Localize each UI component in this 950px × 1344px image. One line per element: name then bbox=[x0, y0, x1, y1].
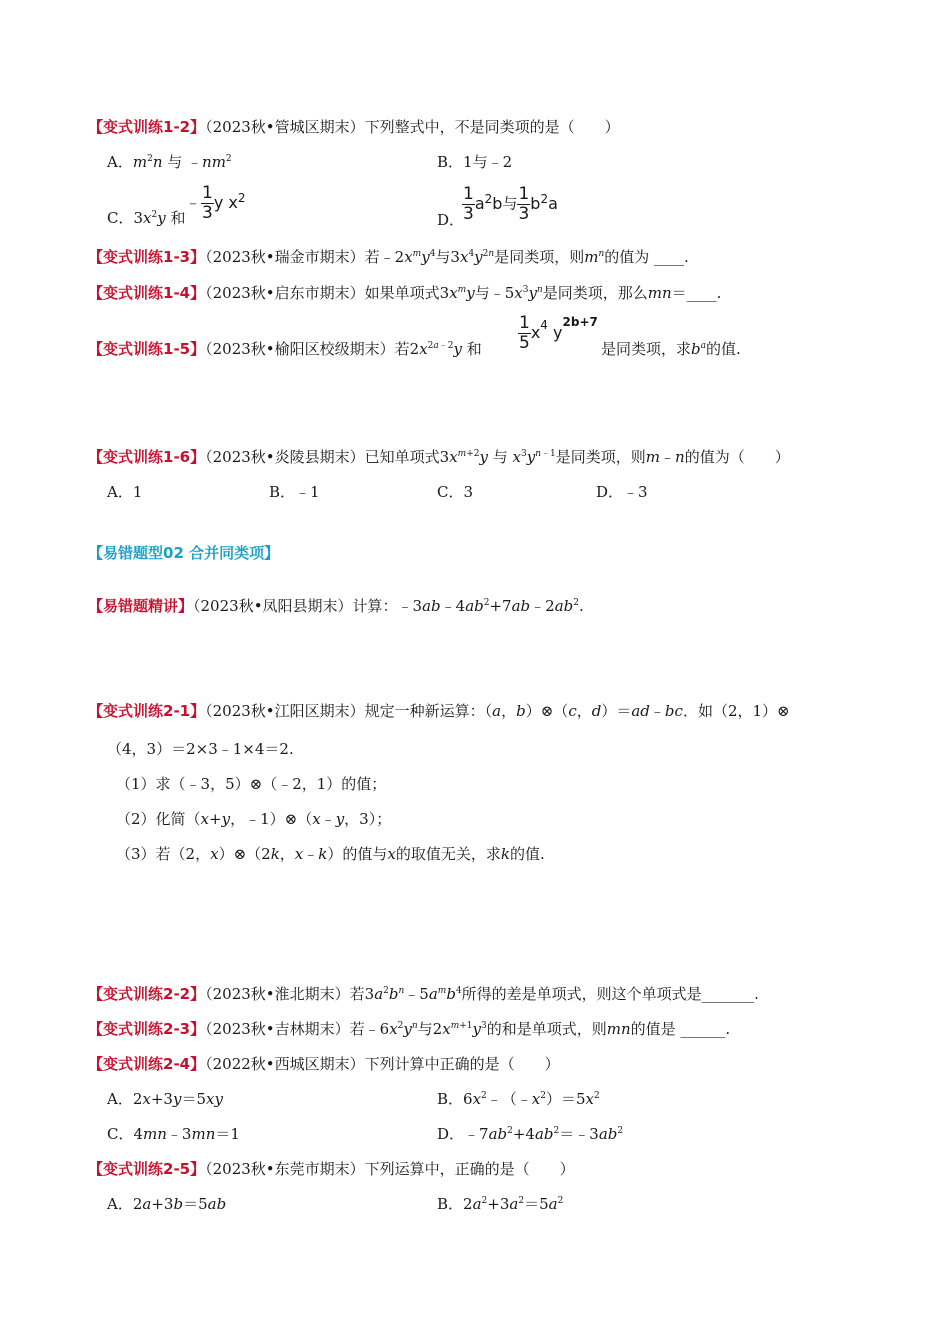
option-c: C．3 bbox=[437, 483, 474, 501]
question-2-2: 【变式训练2-2】（2023秋•淮北期末）若$3a^2b^n﹣5a^mb^4$所得的差是单项式，则这个单项式是_______. bbox=[88, 985, 759, 1003]
question-1-4: 【变式训练1-4】（2023秋•启东市期末）如果单项式$3x^my$与$﹣5x^3y^n$是同类项，那么mn＝____. bbox=[88, 284, 722, 302]
option-a: A．$m^2n$ 与 $﹣nm^2$ bbox=[107, 153, 232, 171]
question-2-1: 【变式训练2-1】（2023秋•江阳区期末）规定一种新运算：（a，b）⊗（c，d）＝ad﹣bc．如（2，1）⊗ bbox=[88, 702, 790, 720]
option-d: D．﹣3 bbox=[596, 483, 648, 501]
option-a: A．1 bbox=[107, 483, 143, 501]
option-d: D．$﹣7ab^2+4ab^2=﹣3ab^2$ bbox=[437, 1125, 624, 1143]
question-2-5: 【变式训练2-5】（2023秋•东莞市期末）下列运算中，正确的是（ ） bbox=[88, 1160, 575, 1178]
fraction-expression-1-5: $\frac{1}{5}$ $x^4$ $y^{2b+7}$ bbox=[519, 313, 598, 353]
section-heading: 【易错题型02 合并同类项】 bbox=[88, 544, 280, 562]
option-a: A．2x+3y＝5xy bbox=[107, 1090, 223, 1108]
option-c: C．4mn﹣3mn＝1 bbox=[107, 1125, 240, 1143]
option-b: B．﹣1 bbox=[269, 483, 320, 501]
option-b: B．1与﹣2 bbox=[437, 153, 513, 171]
fraction-expression-c: ﹣ $\frac{1}{3}$ y $x^2$ bbox=[185, 183, 246, 223]
question-source: （2023秋•管城区期末） bbox=[205, 118, 365, 136]
question-2-1-line2: （4，3）＝2×3﹣1×4＝2. bbox=[107, 740, 294, 758]
option-c: C．$3x^2y$ 和 bbox=[107, 209, 186, 227]
option-b: B．$6x^2﹣(﹣x^2)=5x^2$ bbox=[437, 1090, 600, 1108]
question-text: 下列整式中，不是同类项的是（ ） bbox=[364, 118, 620, 136]
question-1-2 bbox=[88, 117, 620, 137]
question-2-4: 【变式训练2-4】（2022秋•西城区期末）下列计算中正确的是（ ） bbox=[88, 1055, 560, 1073]
option-d: D． bbox=[437, 211, 465, 229]
fraction-expression-d: $\frac{1}{3}$ $a^2b$与 $\frac{1}{3}$ $b^2a$ bbox=[463, 184, 558, 224]
question-1-5-tail: 是同类项，求$b^a$的值. bbox=[601, 340, 741, 358]
part-2: （2）化简（x+y，﹣1）⊗（x﹣y，3）； bbox=[116, 810, 392, 828]
part-1: （1）求（﹣3，5）⊗（﹣2，1）的值； bbox=[116, 775, 387, 793]
question-tag: 【变式训练1-2】 bbox=[88, 118, 206, 136]
worked-example: 【易错题精讲】（2023秋•凤阳县期末）计算：$﹣3ab﹣4ab^2+7ab﹣2ab^2$. bbox=[88, 597, 584, 615]
part-3: （3）若（2，x）⊗（2k，x﹣k）的值与x的取值无关，求k的值. bbox=[116, 845, 545, 863]
question-1-3: 【变式训练1-3】（2023秋•瑞金市期末）若$﹣2x^my^4$与$3x^4y^{2n}$是同类项，则$m^n$的值为 ____. bbox=[88, 248, 689, 266]
option-b: B．$2a^2+3a^2=5a^2$ bbox=[437, 1195, 564, 1213]
question-1-6: 【变式训练1-6】（2023秋•炎陵县期末）已知单项式$3x^{m+2}y$ 与 $x^3y^{n﹣1}$是同类项，则m﹣n的值为（ ） bbox=[88, 448, 790, 466]
question-2-3: 【变式训练2-3】（2023秋•吉林期末）若$﹣6x^2y^n$与$2x^{m+1}y^3$的和是单项式，则mn的值是 ______. bbox=[88, 1020, 731, 1038]
question-1-5: 【变式训练1-5】（2023秋•榆阳区校级期末）若$2x^{2a﹣2}y$ 和 bbox=[88, 340, 482, 358]
option-a: A．2a+3b＝5ab bbox=[107, 1195, 227, 1213]
